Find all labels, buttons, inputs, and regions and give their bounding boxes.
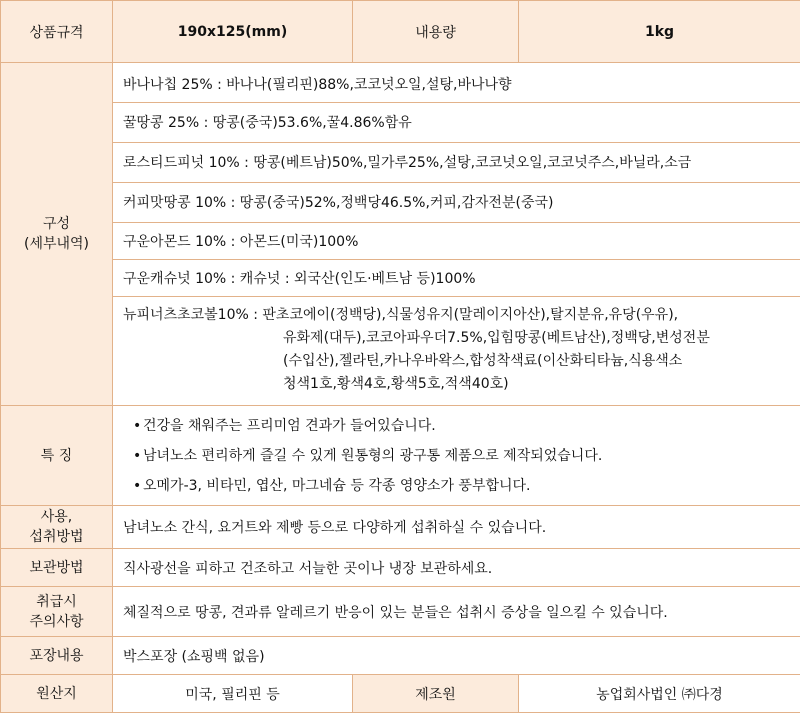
caution-value: 체질적으로 땅콩, 견과류 알레르기 반응이 있는 분들은 섭취시 증상을 일으킬 수 있습니다. [113, 587, 800, 637]
feature-text: 남녀노소 편리하게 즐길 수 있게 원통형의 광구통 제품으로 제작되었습니다. [143, 447, 603, 464]
composition-item: 구운캐슈넛 10% : 캐슈넛 : 외국산(인도·베트남 등)100% [113, 260, 800, 297]
features-row [1, 406, 800, 506]
spec-header-row [1, 1, 800, 63]
caution-label-line1: 취급시 [36, 593, 77, 610]
composition-line: 유화제(대두),코코아파우더7.5%,입힘땅콩(베트남산),정백당,변성전분 [283, 329, 710, 346]
feature-item [133, 441, 800, 471]
features-label: 특 징 [1, 406, 113, 506]
composition-item: 커피맛땅콩 10% : 땅콩(중국)52%,정백당46.5%,커피,감자전분(중국) [113, 183, 800, 223]
composition-row [1, 63, 800, 406]
packaging-row [1, 637, 800, 675]
caution-label [1, 587, 113, 637]
bullet: • [133, 477, 142, 494]
storage-label: 보관방법 [1, 549, 113, 587]
bullet: • [133, 447, 142, 464]
usage-label [1, 506, 113, 549]
maker-value: 농업회사법인 ㈜다경 [519, 675, 800, 713]
feature-item [133, 411, 800, 441]
packaging-value: 박스포장 (쇼핑백 없음) [113, 637, 800, 675]
usage-value: 남녀노소 간식, 요거트와 제빵 등으로 다양하게 섭취하실 수 있습니다. [113, 506, 800, 549]
footer-row [1, 675, 800, 713]
storage-row [1, 549, 800, 587]
composition-line: (수입산),젤라틴,카나우바왁스,합성착색료(이산화티타늄,식용색소 [283, 352, 683, 369]
composition-list [113, 63, 800, 406]
feature-text: 건강을 채워주는 프리미엄 견과가 들어있습니다. [143, 417, 436, 434]
composition-item: 로스티드피넛 10% : 땅콩(베트남)50%,밀가루25%,설탕,코코넛오일,코코넛주스,바닐라,소금 [113, 143, 800, 183]
composition-label [1, 63, 113, 406]
caution-label-line2: 주의사항 [29, 613, 84, 630]
packaging-label: 포장내용 [1, 637, 113, 675]
storage-value: 직사광선을 피하고 건조하고 서늘한 곳이나 냉장 보관하세요. [113, 549, 800, 587]
composition-item: 바나나칩 25% : 바나나(필리핀)88%,코코넛오일,설탕,바나나향 [113, 66, 800, 103]
maker-label: 제조원 [353, 675, 519, 713]
size-label: 상품규격 [1, 1, 113, 63]
volume-label: 내용량 [353, 1, 519, 63]
usage-label-line1: 사용, [40, 509, 73, 525]
usage-label-line2: 섭취방법 [29, 529, 84, 545]
composition-label-line2: (세부내역) [23, 236, 90, 252]
composition-item: 꿀땅콩 25% : 땅콩(중국)53.6%,꿀4.86%함유 [113, 103, 800, 143]
origin-label: 원산지 [1, 675, 113, 713]
composition-item-multiline [113, 297, 800, 403]
volume-value: 1kg [519, 1, 800, 63]
composition-label-line1: 구성 [42, 216, 71, 232]
composition-line: 뉴피너츠초코볼10% : 판초코에이(정백당),식물성유지(말레이지아산),탈지분유,유당(우유), [123, 306, 679, 323]
feature-text: 오메가-3, 비타민, 엽산, 마그네슘 등 각종 영양소가 풍부합니다. [143, 477, 531, 494]
caution-row [1, 587, 800, 637]
size-value: 190x125(mm) [113, 1, 353, 63]
origin-value: 미국, 필리핀 등 [113, 675, 353, 713]
composition-item: 구운아몬드 10% : 아몬드(미국)100% [113, 223, 800, 260]
features-list [123, 411, 800, 501]
feature-item [133, 471, 800, 501]
features-cell [113, 406, 800, 506]
usage-row [1, 506, 800, 549]
composition-line: 청색1호,황색4호,황색5호,적색40호) [283, 375, 509, 392]
bullet: • [133, 417, 142, 434]
